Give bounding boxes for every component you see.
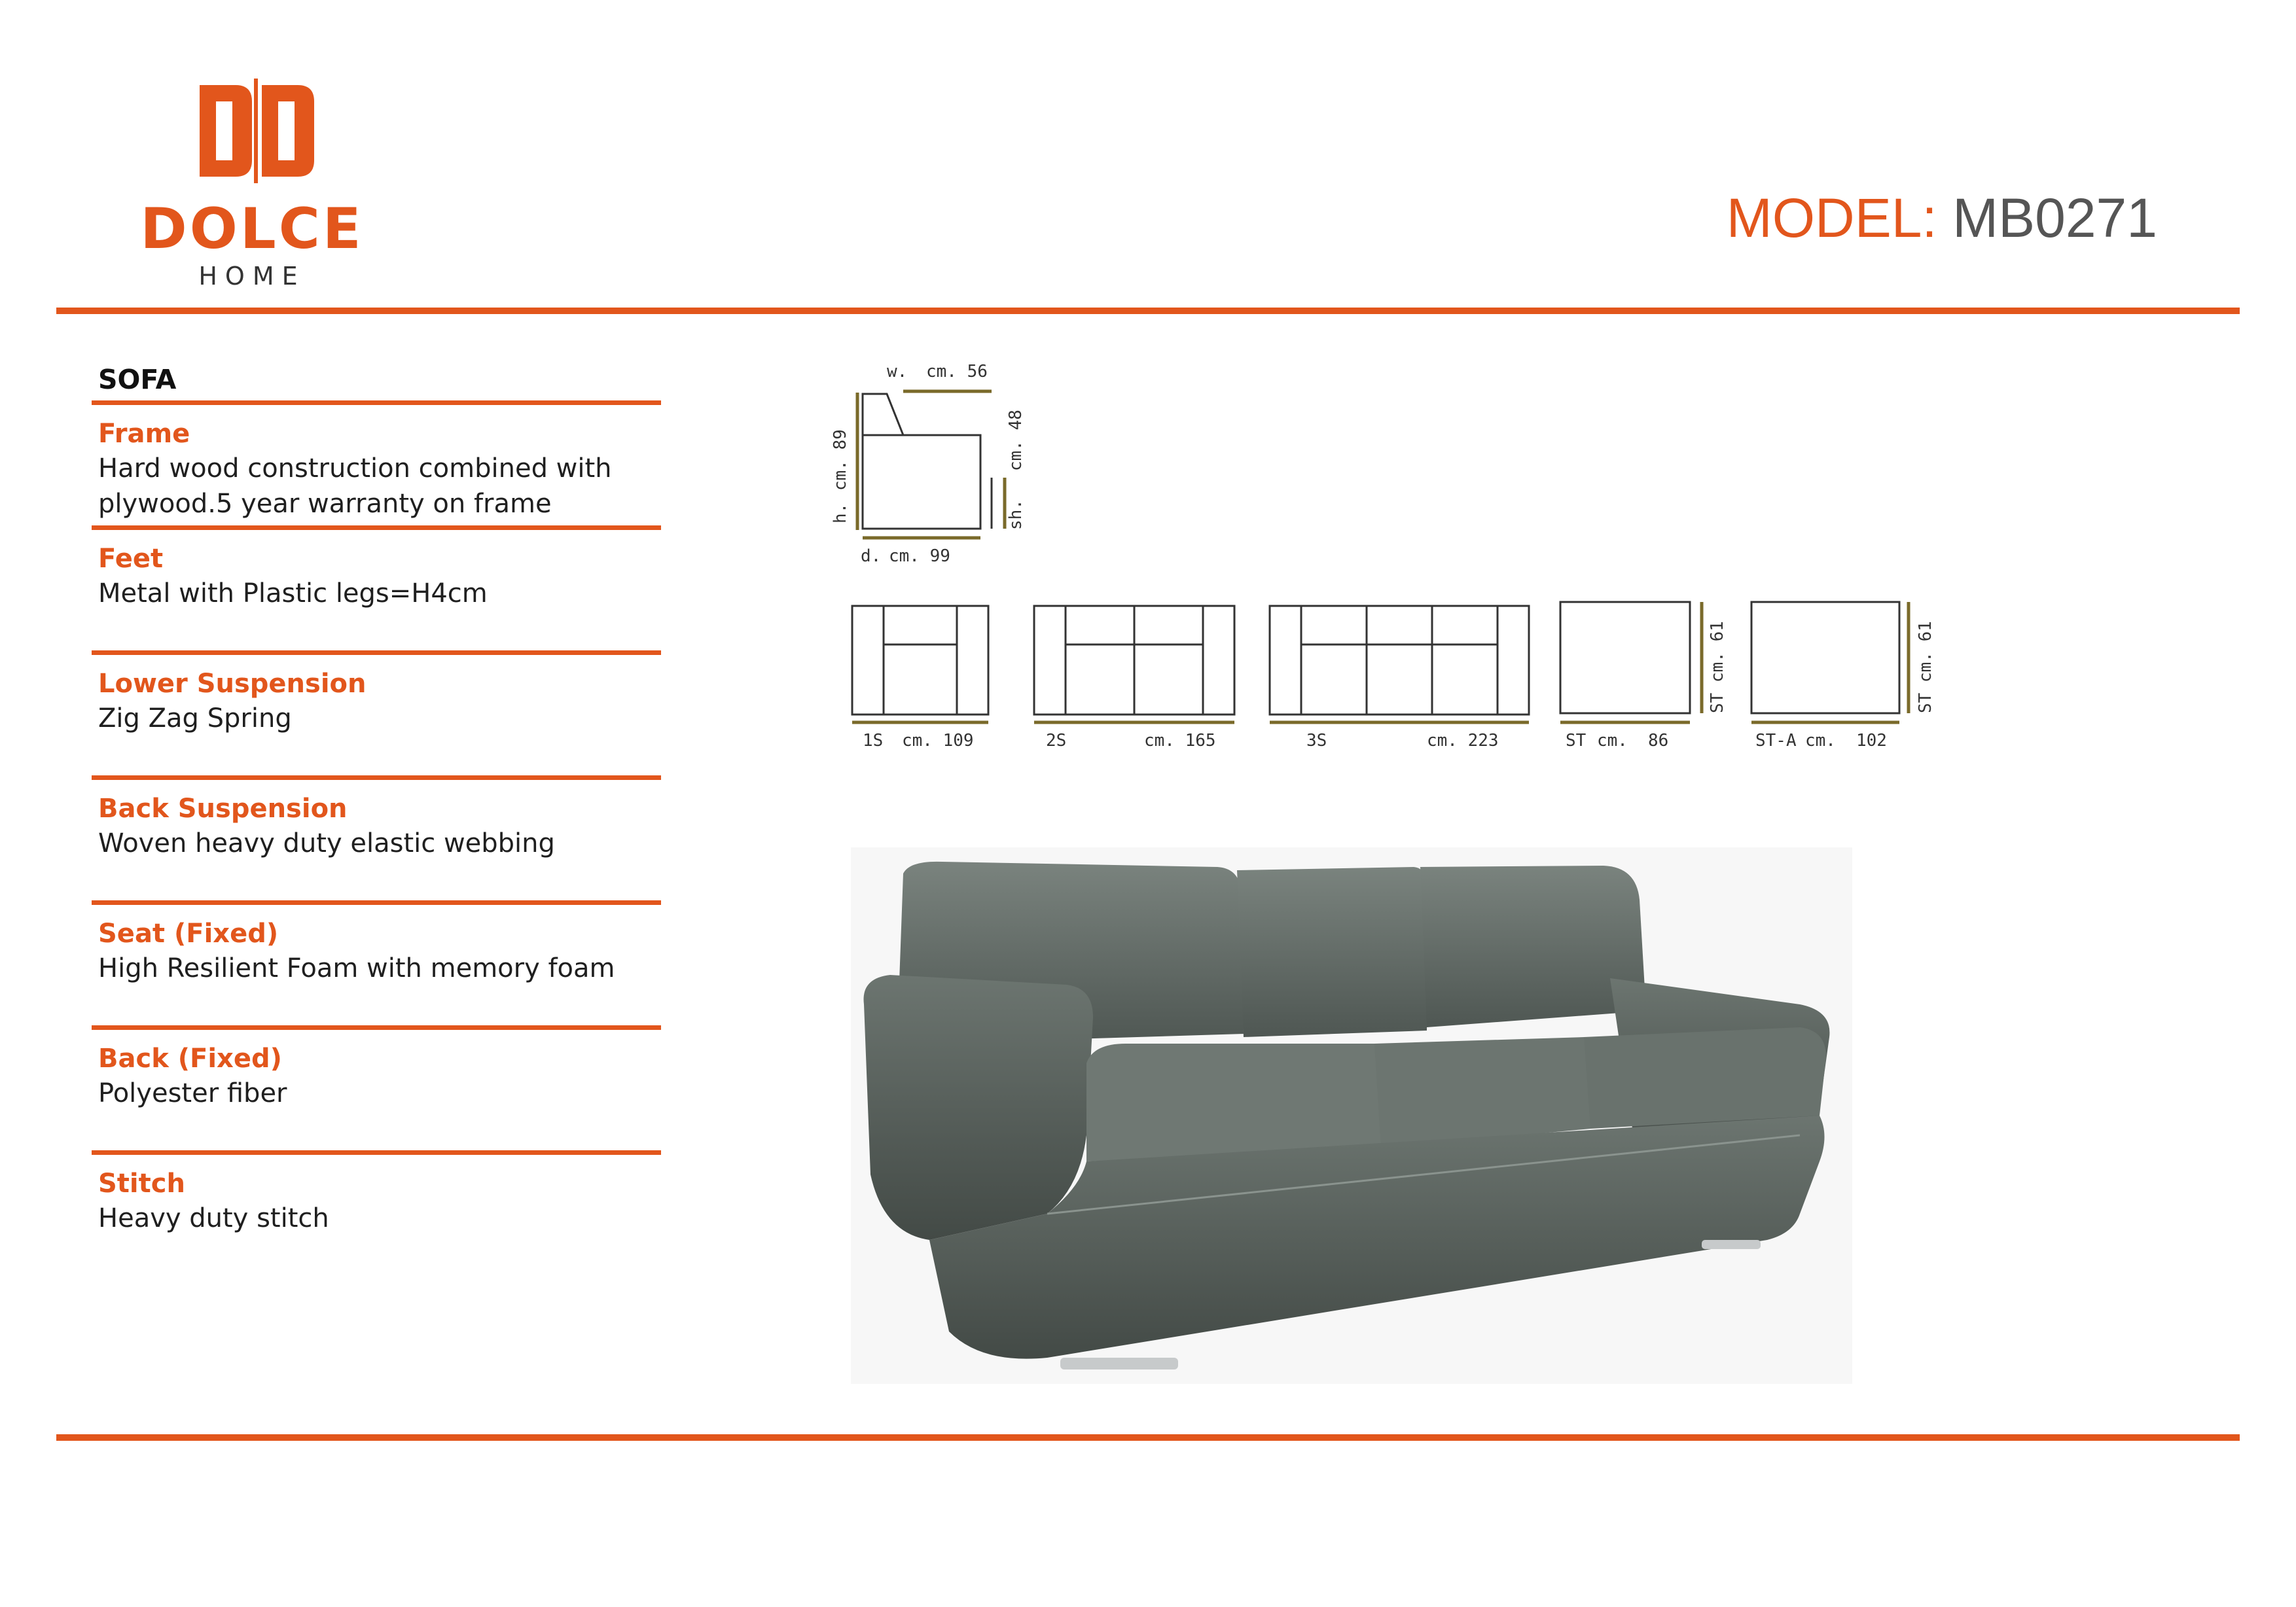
spec-value: Metal with Plastic legs=H4cm <box>98 578 488 609</box>
top-view-1s <box>852 606 988 751</box>
spec-value: Heavy duty stitch <box>98 1203 329 1233</box>
spec-item-seat <box>92 917 661 1025</box>
top-view-size: cm. 165 <box>1144 731 1216 751</box>
spec-divider <box>92 400 661 405</box>
spec-title: SOFA <box>98 364 177 395</box>
side-elevation-diagram <box>818 353 1054 569</box>
top-view-code: 2S <box>1046 731 1067 751</box>
dolce-logo-mark-icon <box>131 72 393 190</box>
side-profile-outline <box>863 394 980 529</box>
top-view-size: cm. <box>1805 731 1836 751</box>
top-view-side-dim: ST cm. 61 <box>1916 621 1935 713</box>
top-view-code: 3S <box>1306 731 1327 751</box>
seat-height-value: cm. 48 <box>1006 410 1026 471</box>
top-view-code: ST <box>1566 731 1587 751</box>
footer-divider <box>56 1434 2240 1441</box>
brand-logo <box>131 72 393 294</box>
spec-item-feet <box>92 542 661 650</box>
top-view-st <box>1560 602 1727 751</box>
spec-label: Stitch <box>98 1169 185 1199</box>
spec-value: Hard wood construction combined with plywood.5 year warranty on frame <box>98 453 612 519</box>
spec-list <box>92 359 661 1245</box>
spec-item-back-suspension <box>92 792 661 900</box>
sofa-photo <box>851 847 1852 1384</box>
width-value: cm. 56 <box>926 362 988 381</box>
spec-item-back <box>92 1042 661 1150</box>
spec-label: Lower Suspension <box>98 669 367 699</box>
model-heading <box>1727 186 2157 250</box>
top-view-diagrams <box>844 595 1970 759</box>
spec-label: Back (Fixed) <box>98 1044 282 1074</box>
spec-divider <box>92 1025 661 1030</box>
depth-label: d. <box>861 546 882 566</box>
spec-divider <box>92 1150 661 1155</box>
sofa-image <box>851 847 1852 1384</box>
top-view-3s <box>1270 606 1529 751</box>
height-label: h. <box>831 503 850 523</box>
spec-divider <box>92 900 661 905</box>
spec-value: Polyester fiber <box>98 1078 287 1108</box>
width-label: w. <box>887 362 908 381</box>
top-view-size: cm. 223 <box>1427 731 1499 751</box>
spec-label: Back Suspension <box>98 794 348 824</box>
height-value: cm. 89 <box>831 429 850 491</box>
top-view-2s <box>1034 606 1234 751</box>
spec-item-lower-suspension <box>92 667 661 775</box>
model-label: MODEL: <box>1726 187 1937 249</box>
top-view-code: ST-A <box>1755 731 1797 751</box>
spec-divider <box>92 650 661 655</box>
spec-label: Seat (Fixed) <box>98 919 279 949</box>
spec-item-stitch <box>92 1167 661 1245</box>
spec-value: Woven heavy duty elastic webbing <box>98 828 555 858</box>
logo-sub-text: HOME <box>198 262 306 291</box>
top-view-size: cm. 109 <box>902 731 974 751</box>
seat-height-label: sh. <box>1006 499 1026 530</box>
model-number: MB0271 <box>1952 187 2157 249</box>
spec-divider <box>92 525 661 530</box>
spec-label: Frame <box>98 419 190 449</box>
top-view-st-a <box>1751 602 1935 751</box>
spec-item-frame <box>92 417 661 525</box>
top-view-num: 86 <box>1648 731 1669 751</box>
top-view-side-dim: ST cm. 61 <box>1708 621 1727 713</box>
spec-value: Zig Zag Spring <box>98 703 292 733</box>
top-view-size: cm. <box>1597 731 1628 751</box>
spec-label: Feet <box>98 544 164 574</box>
depth-value: cm. 99 <box>889 546 950 566</box>
spec-divider <box>92 775 661 780</box>
top-view-code: 1S <box>863 731 884 751</box>
header-divider <box>56 308 2240 314</box>
spec-value: High Resilient Foam with memory foam <box>98 953 615 983</box>
top-view-num: 102 <box>1856 731 1887 751</box>
logo-brand-text: DOLCE <box>140 196 364 262</box>
